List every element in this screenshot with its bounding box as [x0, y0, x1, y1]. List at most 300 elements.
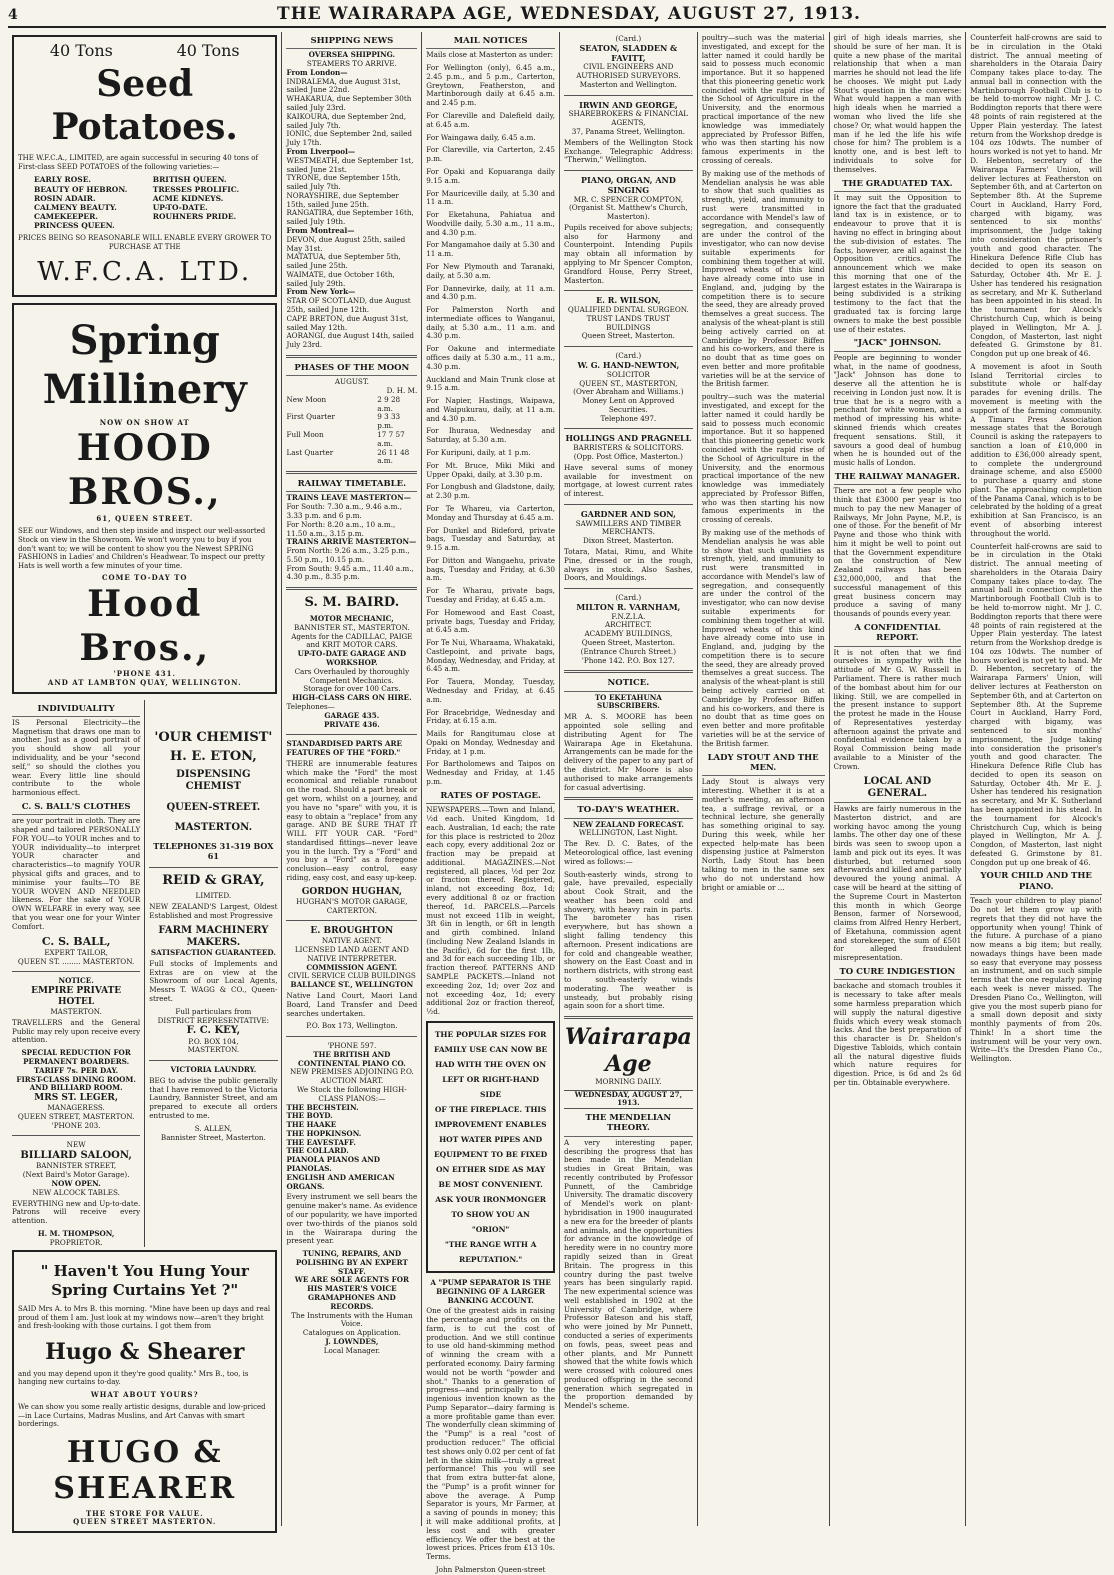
- london-head: From London—: [286, 67, 348, 77]
- millinery-come: COME TO-DAY TO: [101, 573, 188, 583]
- reid-gray-box: P.O. BOX 104,: [188, 1036, 239, 1046]
- moon-phase: New Moon: [286, 394, 327, 404]
- card-addr: (Opp. Post Office, Masterton.): [573, 452, 683, 461]
- billiard-body: EVERYTHING new and Up-to-date. Patrons will receive every attention.: [12, 1198, 141, 1226]
- card-compton: [564, 176, 693, 285]
- piano-brand: PIANOLA PIANOS AND PIANOLAS.: [286, 1155, 381, 1174]
- local-title: LOCAL AND GENERAL.: [834, 776, 962, 803]
- hotel-addr: QUEEN STREET, MASTERTON.: [17, 1111, 135, 1121]
- column-ads-left: [8, 32, 282, 1526]
- chemist-street: QUEEN-STREET.: [166, 801, 261, 813]
- mail-item: For Clareville, via Carterton, 2.45 p.m.: [426, 145, 555, 164]
- pump-body: One of the greatest aids in raising the percentage and profits on the farm, is to cut the cost of production. And we still continue to use old hand-skimming method of winning the cream with a perforated economy. Dairy farming would not be worth "powder and shot." Thanks to a generation of progress—and principally to the ingenious invention known as the Pump Separator—dairy farming is a more profitable game than ever. The wonderfully clean skimming of the "Pump" is a real "cost of production reducer." The official test shows only 0.02 per cent of fat left in the skim milk—truly a great performance! This you will see that from extra butter-fat alone, the "Pump" is a profit winner for above the average. A Pump Separator is yours, Mr Farmer, at a saving of pounds in money; this it will make additional profits, at less cost and with greater efficiency. We offer the best at the lowest prices. Prices from £13 10s. Terms.: [426, 1306, 555, 1562]
- millinery-street: 61, QUEEN STREET.: [96, 513, 194, 523]
- seed-tons-right: 40 Tons: [176, 41, 240, 60]
- ship-entry: NORAYSHIRE, due September 15th, sailed June 25th.: [286, 190, 399, 209]
- card-name: E. R. WILSON,: [596, 295, 661, 306]
- railway-leave: TRAINS LEAVE MASTERTON—: [286, 493, 411, 503]
- card-role: PIANO, ORGAN, AND SINGING: [580, 175, 676, 195]
- hotel-owner: MRS ST. LEGER,: [34, 1093, 118, 1104]
- mail-item: For Homewood and East Coast, private bags, Tuesday and Friday, at 6.45 a.m.: [426, 607, 555, 635]
- ball-clothes-title: C. S. BALL'S CLOTHES: [12, 802, 140, 815]
- moon-time: 26 11 48 a.m.: [377, 447, 410, 466]
- seed-tons-left: 40 Tons: [49, 41, 113, 60]
- railway-from-south: From South: 9.45 a.m., 11.40 a.m., 4.30 p.m., 8.35 p.m.: [286, 563, 414, 582]
- mail-item: For New Plymouth and Taranaki, daily, at 5.30 a.m.: [426, 261, 555, 280]
- johnson-body: People are beginning to wonder what, in the name of goodness, "Jack" Johnson has done to deserve all the attention he is receiving in London just now. It is true that he is a negro with a penchant for white women, and a method of impressing his white-skinned friends which creates frequent sensations. Still, it savours a good deal of humbug when he is hounded out of the music halls of London.: [833, 352, 962, 468]
- card-body: Pupils received for above subjects; also for Harmony and Counterpoint. Intending Pupils may obtain all information by applying to Mr Spencer Compton, Grandford House, Perry Street, Masterton.: [563, 222, 693, 285]
- ford-name: GORDON HUGHAN,: [301, 886, 403, 897]
- hugo-body2: and you may depend upon it they're good quality." Mrs B., too, is hanging new curtains to-day.: [18, 1369, 249, 1387]
- moon-time: 17 7 57 a.m.: [377, 429, 405, 448]
- moon-phase: Full Moon: [286, 429, 324, 439]
- orion-line: FAMILY USE CAN NOW BE: [433, 1044, 548, 1054]
- orion-line: LEFT OR RIGHT-HAND SIDE: [442, 1074, 540, 1099]
- hotel-dining: FIRST-CLASS DINING ROOM.: [16, 1074, 136, 1084]
- card-phone: 'Phone 142.: [581, 655, 625, 665]
- card-over: (Over Abraham and Williams.): [573, 387, 684, 397]
- pump-sign: John Palmerston Queen-street: [435, 1564, 546, 1574]
- orion-line: BE MOST CONVENIENT.: [438, 1179, 543, 1189]
- hugo-addr: QUEEN STREET MASTERTON.: [73, 1517, 217, 1527]
- card-addr: Masterton and Wellington.: [579, 79, 677, 89]
- chemist-title: 'OUR CHEMIST': [154, 729, 273, 745]
- notice-body: MR A. S. MOORE has been appointed sole selling and distributing Agent for The Wairarapa Age in Eketahuna. Arrangements can be made for the delivery of the paper to any part of the district. Mr Moore is also authorised to make arrangements for casual advertising.: [563, 712, 693, 792]
- piano-child-title: YOUR CHILD AND THE PIANO.: [970, 871, 1102, 895]
- mail-item: For Dannevirke, daily, at 11 a.m. and 4.30 p.m.: [426, 283, 555, 302]
- hotel-billiard: AND BILLIARD ROOM.: [29, 1083, 123, 1093]
- orion-line: THE POPULAR SIZES FOR: [434, 1029, 547, 1039]
- ship-entry: TYRONE, due September 15th, sailed July 7th.: [286, 173, 401, 192]
- railway-title: RAILWAY TIMETABLE.: [286, 479, 417, 492]
- editorial-title: THE MENDELIAN THEORY.: [564, 1113, 693, 1137]
- ship-entry: AORANGI, due August 14th, sailed July 23rd.: [286, 331, 414, 350]
- variety: BEAUTY OF HEBRON.: [34, 184, 128, 194]
- col6-body-repeat: poultry—such was the material investigated, and except for the latter named it could hardly be said to possess much economic importance. But it so happened that this pioneering genetic work coincided with the rapid rise of the School of Agriculture in the University, and the enormous practical importance of the new knowledge was immediately appreciated by Professor Biffen, who was then starting his now famous experiments in the crossing of cereals.: [701, 392, 825, 525]
- card-name: W. G. HAND-NEWTON,: [577, 360, 680, 371]
- weather-title: TO-DAY'S WEATHER.: [564, 805, 693, 818]
- moon-title: PHASES OF THE MOON: [286, 363, 417, 376]
- mail-list: [426, 64, 555, 787]
- reid-gray-body2: Full stocks of Implements and Extras are on view at the Showroom of our Local Agents, Messrs T. WAGG & CO., Queen-street.: [149, 958, 278, 1003]
- ship-entry: INDRALEMA, due August 31st, sailed June 22nd.: [286, 76, 401, 95]
- card-tag: (Card.): [615, 34, 642, 43]
- card-gardner: [564, 510, 693, 583]
- mail-item: For Kuripuni, daily, at 1 p.m.: [426, 448, 531, 458]
- variety: CAMEKEEPER.: [34, 211, 98, 221]
- laundry-addr: Bannister Street, Masterton.: [160, 1132, 266, 1142]
- orion-ask: ASK YOUR IRONMONGER TO SHOW YOU AN "ORION": [435, 1194, 547, 1234]
- rates-title: RATES OF POSTAGE.: [426, 791, 555, 804]
- variety: EARLY ROSE.: [34, 175, 92, 185]
- billiard-next: (Next Baird's Motor Garage).: [22, 1170, 130, 1180]
- card-name: IRWIN AND GEORGE,: [579, 99, 678, 110]
- ship-entry: STAR OF SCOTLAND, due August 25th, sailed June 12th.: [286, 296, 411, 315]
- variety: UP-TO-DATE.: [152, 202, 208, 212]
- ball-sign3: QUEEN ST. ........ MASTERTON.: [17, 956, 135, 966]
- millinery-phone: 'PHONE 431.: [113, 669, 176, 679]
- notice-sub: TO EKETAHUNA SUBSCRIBERS.: [594, 692, 662, 711]
- conf-title: A CONFIDENTIAL REPORT.: [834, 623, 962, 647]
- ship-entry: IONIC, due September 2nd, sailed July 17th.: [286, 129, 413, 148]
- ship-entry: CAPE BRETON, due August 31st, sailed May 12th.: [286, 313, 409, 332]
- moon-time: 2 9 28 a.m.: [377, 394, 401, 413]
- piano-hmv: HIS MASTER'S VOICE GRAMAPHONES AND RECORDS.: [307, 1284, 397, 1311]
- baird-t2: PRIVATE 436.: [323, 719, 380, 729]
- masthead-title: THE WAIRARAPA AGE, WEDNESDAY, AUGUST 27, 1913.: [277, 4, 861, 24]
- card-addr: Queen Street, Masterton.: [581, 331, 675, 341]
- laundry-name: VICTORIA LAUNDRY.: [170, 1065, 257, 1075]
- col6-intro: poultry—such was the material investigated, and except for the latter named it could hardly be said to possess much economic importance. But it so happened that this pioneering genetic work coincided with the rapid rise of the School of Agriculture in the University, and the enormous practical importance of the new knowledge was immediately appreciated by Professor Biffen, who was then starting his now famous experiments in the crossing of cereals.: [701, 33, 825, 165]
- ship-entry: KAIKOURA, due September 2nd, sailed July 7th.: [286, 111, 407, 130]
- piano-sign: J. LOWNDES,: [325, 1336, 379, 1346]
- mail-item: For Ihuraua, Wednesday and Saturday, at 5.30 a.m.: [426, 426, 555, 445]
- billiard-tables: NEW ALCOCK TABLES.: [32, 1187, 120, 1197]
- card-hollings: [564, 434, 693, 498]
- ball-sign: C. S. BALL,: [41, 935, 111, 949]
- tax-body: It may suit the Opposition to ignore the fact that the graduated land tax is in existence, or to endeavour to prove that it is having no effect in bringing about the sub-division of estates. The facts, however, are all against the Opposition critics. The announcement which we make this morning that one of the largest estates in the Wairarapa is being subdivided is a striking testimony to the fact that the graduated tax is forcing large owners to make the best possible use of their estates.: [833, 192, 962, 334]
- card-wilson: [564, 296, 693, 341]
- millinery-subtitle: NOW ON SHOW AT: [99, 417, 190, 427]
- local-body: Hawks are fairly numerous in the Masterton district, and are working havoc among the young lambs. The other day one of these birds was seen to swoop upon a lamb and pick out its eyes. It was disturbed, but returned soon afterwards and killed and partially devoured the young animal. A case will be heard at the sitting of the Supreme Court in Masterton this month in which George Benson, farmer of Norsewood, claims from Alfred Henry Herbert, of Eketahuna, commission agent and storekeeper, the sum of £501 for alleged fraudulent misrepresentation.: [833, 803, 962, 963]
- mail-item: For Te Whareu, via Carterton, Monday and Thursday at 6.45 a.m.: [426, 503, 555, 522]
- mail-item: For Bracebridge, Wednesday and Friday, at 6.15 a.m.: [426, 707, 555, 726]
- moon-cols: D. H. M.: [386, 386, 418, 396]
- seed-title: Seed Potatoes.: [51, 62, 238, 149]
- mail-item: For Mauriceville daily, at 5.30 and 11 a.m.: [426, 188, 555, 207]
- piano-co-name: THE BRITISH AND CONTINENTAL PIANO CO.: [298, 1049, 406, 1068]
- ship-entry: DEVON, due August 25th, sailed May 31st.: [286, 234, 406, 253]
- ford-title: STANDARDISED PARTS ARE FEATURES OF THE "FORD.": [286, 739, 402, 758]
- piano-phone: 'PHONE 597.: [327, 1041, 377, 1051]
- ball-sign2: EXPERT TAILOR,: [44, 947, 108, 957]
- baird-t1: GARAGE 435.: [324, 710, 380, 720]
- mail-item: For Dunkel and Bideford, private bags, Tuesday and Saturday, at 9.15 a.m.: [426, 525, 555, 553]
- card-addr: Queen Street, Masterton.: [581, 638, 675, 647]
- baird-tel: Telephones—: [286, 701, 335, 711]
- column-local: [966, 32, 1106, 1526]
- small-ads-grid: [12, 700, 277, 1248]
- mail-item: For Mangamahoe daily at 5.30 and 11 a.m.: [426, 240, 555, 259]
- billiard-owner: H. M. THOMPSON,: [37, 1228, 115, 1238]
- mail-title: MAIL NOTICES: [426, 36, 555, 49]
- railway-south: For South: 7.30 a.m., 9.46 a.m., 3.33 p.m. and 6 p.m.: [286, 502, 402, 521]
- baird-storage: Storage for over 100 Cars.: [303, 684, 401, 694]
- seed-signature: W.F.C.A. LTD.: [37, 257, 253, 288]
- millinery-address: AND AT LAMBTON QUAY, WELLINGTON.: [47, 678, 242, 688]
- card-ent: (Entrance Church Street.): [580, 646, 677, 656]
- orion-range: "THE RANGE WITH A REPUTATION.": [444, 1239, 537, 1264]
- col7-intro: girl of high ideals marries, she should be sure of her man. It is quite a new phase of the marital relationship that when a man marries he should not lead the life he chooses. We might put Lady Stout's question in the converse: What would happen a man with high ideals when he married a woman who lived the life she chose? Or, what would happen the man if he led the life his wife chose for him? The problem is a knotty one, and is best left to individuals to solve for themselves.: [833, 33, 962, 174]
- card-role: BARRISTERS & SOLICITORS.: [573, 443, 684, 453]
- mail-item: For Tauera, Monday, Tuesday, Wednesday and Friday, at 6.45 a.m.: [426, 677, 555, 704]
- individuality-title: INDIVIDUALITY: [12, 704, 140, 717]
- orion-line: EQUIPMENT TO BE FIXED: [433, 1149, 548, 1159]
- broughton-comm: COMMISSION AGENT.: [306, 962, 398, 972]
- card-body: Have several sums of money available for investment on mortgage, at lowest current rates of interest.: [563, 462, 693, 499]
- baird-agents: Agents for the CADILLAC, PAIGE and KRIT MOTOR CARS.: [291, 631, 413, 650]
- conf-body: It is not often that we find ourselves in sympathy with the attitude of Mr G. W. Russell in Parliament. There is rather much of the bombast about him for our liking. Still, we are compelled in the present instance to support the protest he made in the House of Representatives yesterday afternoon against the private and confidential evidence taken by a Royal Commission being made available to a Minister of the Crown.: [833, 647, 962, 771]
- variety: ACME KIDNEYS.: [152, 193, 224, 203]
- ship-entry: WHAKARUA, due September 30th sailed July 23rd.: [286, 94, 412, 113]
- card-addr: 37, Panama Street, Wellington.: [571, 126, 686, 136]
- ship-entry: WAIMATE, due October 16th, sailed July 29th.: [286, 269, 395, 288]
- moon-row: [286, 431, 417, 449]
- ball-clothes-body: are your portrait in cloth. They are shaped and tailored PERSONALLY FOR YOU—to YOUR inches and to YOUR individuality—to interpret YOUR character and characteristics—to magnify YOUR physical gifts and graces, and to minimise your faults—TO BE YOUR WOVEN AND NEEDLED likeness. For the sake of YOUR OWN WELFARE in every way, see that you wear one for your Winter Comfort.: [12, 816, 141, 931]
- hugo-shearer-ad: [12, 1250, 277, 1532]
- hotel-body: TRAVELLERS and the General Public may rely upon receive every attention.: [12, 1017, 141, 1045]
- card-cred: F.N.Z.I.A.: [611, 611, 646, 621]
- mail-item: For Longbush and Gladstone, daily, at 2.30 p.m.: [426, 482, 555, 501]
- broughton-lic: LICENSED LAND AGENT AND NATIVE INTERPRETER.: [294, 945, 409, 963]
- column-mail: [422, 32, 560, 1574]
- piano-tuning: TUNING, REPAIRS, AND POLISHING BY AN EXPERT STAFF.: [295, 1249, 408, 1276]
- card-name: MR. C. SPENCER COMPTON,: [573, 194, 683, 204]
- tax-title: THE GRADUATED TAX.: [834, 179, 962, 192]
- pump-title: A "PUMP SEPARATOR IS THE BEGINNING OF A LARGER BANKING ACCOUNT.: [430, 1277, 551, 1305]
- hotel-town: MASTERTON.: [50, 1007, 102, 1017]
- ny-head: From New York—: [286, 287, 356, 297]
- reid-gray-from: Full particulars from: [175, 1006, 252, 1016]
- col6-body-repeat2: By making use of the methods of Mendelian analysis he was able to show that such qualities as strength, yield, and immunity to rust were transmitted in accordance with Mendel's law of segregation, and consequently are under the control of the investigator, who can now devise suitable experiments for combining them together at will. Improved wheats of this kind have already come into use in England, and, judging by the competition there is to secure the seed, they are already proved themselves a great success. The analysis of the wheat-plant is still being actively carried on at Cambridge by Professor Biffen and his co-workers, and there is no doubt that as time goes on even better and more profitable varieties will be at the service of the British farmer.: [701, 527, 825, 748]
- piano-agents: WE ARE SOLE AGENTS FOR: [294, 1275, 409, 1285]
- variety: ROUHNERS PRIDE.: [152, 211, 237, 221]
- card-role: SHAREBROKERS & FINANCIAL AGENTS,: [568, 109, 689, 128]
- ship-entry: RANGATIRA, due September 16th, sailed July 19th.: [286, 208, 414, 227]
- card-seaton: [564, 35, 693, 90]
- col8-body: Counterfeit half-crowns are said to be in circulation in the Otaki district. The annual meeting of shareholders in the Otaraia Dairy Company takes place to-day. The annual ball in connection with the Martinborough Football Club is to be held to-morrow night. Mr J. C. Boddington reports that there were 48 points of rain registered at the Upper Plain yesterday. The latest return from the Workshop dredge is 104 ozs 10dwts. The number of hours worked is not yet to hand. Mr D. Hebenton, secretary of the Wairarapa Farmers' Union, will deliver lectures at Featherston on September 6th, and at Carterton on September 8th. At the Supreme Court in Auckland, Harry Ford, charged with bigamy, was sentenced to six months' imprisonment, the Judge taking into consideration the prisoner's youth and good character. The Hinekura Defence Rifle Club has decided to open its season on Saturday, October 4th. Mr E. J. Usher has tendered his resignation as secretary, and Mr K. Sutherland has been appointed in his stead. In the tournament for Alcock's Christchurch Cup, which is being played in Wellington, Mr A. J. Congdon, of Masterton, last night defeated G. Grimstone by 81. Congdon put up one break of 46.: [970, 33, 1102, 359]
- editorial-paper-name: Wairarapa Age: [564, 1024, 692, 1077]
- masthead: [8, 4, 1106, 28]
- indigestion-title: TO CURE INDIGESTION: [834, 967, 962, 980]
- seed-varieties: [18, 175, 271, 230]
- reid-gray-guarantee: SATISFACTION GUARANTEED.: [150, 948, 276, 958]
- ads-left-sub: [12, 700, 140, 1248]
- reid-gray-agent: F. C. KEY,: [186, 1025, 241, 1037]
- variety: ROSIN ADAIR.: [34, 193, 96, 203]
- orion-range-ad: [426, 1021, 555, 1273]
- rail-title: THE RAILWAY MANAGER.: [834, 472, 962, 485]
- reid-gray-ltd: LIMITED.: [195, 891, 232, 901]
- hotel-notice: NOTICE.: [58, 976, 94, 986]
- card-name: MILTON R. VARNHAM,: [576, 601, 681, 612]
- hotel-name: EMPIRE PRIVATE HOTEL: [31, 986, 122, 1008]
- card-role: SAWMILLERS AND TIMBER MERCHANTS.: [575, 518, 681, 537]
- railway-arrive: TRAINS ARRIVE MASTERTON—: [286, 537, 417, 547]
- notice-title: NOTICE.: [564, 678, 693, 691]
- hugo-tag: THE STORE FOR VALUE.: [85, 1508, 204, 1518]
- piano-child-body: Teach your children to play piano! Do not let them grow up with regrets that they did not have the opportunity when young! Think of the future. A purchase of a piano now means a big item; but really, nowadays things have been made so easy that everyone may possess an instrument, and on such simple terms that the one regularly paying each week is never missed. The Dresden Piano Co., Wellington, will give you the most superb piano for a small down deposit and sixty monthly payments of from 20s. Think! In a short time the instrument will be your very own. Write—It's the Dresden Piano Co., Wellington.: [970, 896, 1102, 1064]
- card-body: Totara, Matai, Rimu, and White Pine, dressed or in the rough, always in stock. Also Sashes, Doors, and Mouldings.: [563, 547, 693, 583]
- moon-phase: Last Quarter: [286, 447, 334, 457]
- mail-item: For Clareville and Dalefield daily, at 6.45 a.m.: [426, 111, 555, 129]
- page-number: 4: [8, 7, 18, 23]
- moon-time: 9 3 33 p.m.: [377, 412, 401, 431]
- card-addr: Dixon Street, Masterton.: [583, 536, 674, 546]
- column-shipping: [282, 32, 422, 1526]
- billiard-name: BILLIARD SALOON,: [20, 1150, 132, 1162]
- piano-instr: The Instruments with the Human Voice.: [291, 1310, 413, 1329]
- seed-potatoes-ad: [12, 35, 277, 297]
- card-tag: (Card.): [615, 351, 642, 361]
- card-org: (Organist St. Matthew's Church, Masterton).: [568, 203, 688, 222]
- billiard-street: BANNISTER STREET,: [36, 1161, 117, 1171]
- card-role: SOLICITOR: [606, 369, 650, 379]
- mail-item: For Ditton and Wangaehu, private bags, Tuesday and Friday, at 6.30 a.m.: [426, 555, 555, 583]
- piano-brand: THE EAVESTAFF.: [286, 1137, 356, 1147]
- col8-body3: Counterfeit half-crowns are said to be in circulation in the Otaki district. The annual meeting of shareholders in the Otaraia Dairy Company takes place to-day. The annual ball in connection with the Martinborough Football Club is to be held to-morrow night. Mr J. C. Boddington reports that there were 48 points of rain registered at the Upper Plain yesterday. The latest return from the Workshop dredge is 104 ozs 10dwts. The number of hours worked is not yet to hand. Mr D. Hebenton, secretary of the Wairarapa Farmers' Union, will deliver lectures at Featherston on September 6th, and at Carterton on September 8th. At the Supreme Court in Auckland, Harry Ford, charged with bigamy, was sentenced to six months' imprisonment, the Judge taking into consideration the prisoner's youth and good character. The Hinekura Defence Rifle Club has decided to open its season on Saturday, October 4th. Mr E. J. Usher has tendered his resignation as secretary, and Mr K. Sutherland has been appointed in his stead. In the tournament for Alcock's Christchurch Cup, which is being played in Wellington, Mr A. J. Congdon, of Masterton, last night defeated G. Grimstone by 81. Congdon put up one break of 46.: [970, 541, 1102, 867]
- laundry-sign: S. ALLEN,: [194, 1123, 233, 1133]
- card-name: SEATON, SLADDEN & FAVITT,: [579, 42, 678, 63]
- moon-row: [286, 413, 417, 431]
- card-box: P.O. Box 127.: [627, 655, 675, 665]
- chemist-tel: TELEPHONES 31-319 BOX 61: [153, 841, 274, 861]
- col6-body: By making use of the methods of Mendelian analysis he was able to show that such qualities as strength, yield, and immunity to rust were transmitted in accordance with Mendel's law of segregation, and consequently are under the control of the investigator, who can now devise suitable experiments for combining them together at will. Improved wheats of this kind have already come into use in England, and, judging by the competition there is to secure the seed, they are already proved themselves a great success. The analysis of the wheat-plant is still being actively carried on at Cambridge by Professor Biffen and his co-workers, and there is no doubt that as time goes on even better and more profitable varieties will be at the service of the British farmer.: [701, 168, 825, 389]
- orion-line: HAD WITH THE OVEN ON: [435, 1059, 547, 1069]
- piano-brand: THE HAAKE: [286, 1120, 337, 1130]
- piano-body: Every instrument we sell bears the genuine maker's name. As evidence of our popularity, we have imported over two-thirds of the pianos sold in the Wairarapa during the present year.: [286, 1192, 418, 1246]
- moon-row: [286, 449, 417, 467]
- orion-line: IMPROVEMENT ENABLES: [434, 1119, 547, 1129]
- variety: CALMENY BEAUTY.: [34, 202, 117, 212]
- baird-garage: UP-TO-DATE GARAGE AND WORKSHOP.: [297, 649, 407, 668]
- mail-item: For Opaki and Kopuaranga daily 9.15 a.m.: [426, 166, 555, 185]
- editorial-body: A very interesting paper, describing the progress that has been made in the Mendelian studies in Great Britain, was recently contributed by Professor Punnett, of the Cambridge University. The dramatic discovery of Mendel's work on plant-hybridisation in 1900 inaugurated a new era for the breeder of plants and animals, and the opportunities for advance in the knowledge of heredity were in no country more rapidly seized than in Great Britain. The progress in this country during the past twelve years has been singularly rapid. The new experimental science was well established in 1902 at the University of Cambridge, where Professor Bateson and his staff, who were joined by Mr Punnett, conducted a series of experiments on fowls, peas, sweet peas and other plants, and Mr Punnett showed that the white fowls which were crossed with coloured ones produced offspring in the second generation which segregated in the proportion demanded by Mendel's scheme.: [563, 1137, 693, 1411]
- mail-item: For Palmerston North and intermediate offices to Wanganui, daily, at 5.30 a.m., 11 a.m. and 4.30 p.m.: [426, 305, 555, 341]
- moon-phase: First Quarter: [286, 412, 335, 422]
- hotel-special: SPECIAL REDUCTION FOR PERMANENT BOARDERS.: [21, 1048, 131, 1067]
- card-name: GARDNER AND SON,: [580, 508, 676, 519]
- variety: BRITISH QUEEN.: [152, 175, 227, 185]
- railway-north: For North: 8.20 a.m., 10 a.m., 11.50 a.m., 3.15 p.m.: [286, 519, 396, 538]
- card-role: ARCHITECT.: [604, 620, 652, 630]
- broughton-role: NATIVE AGENT.: [321, 936, 382, 946]
- seed-body: THE W.F.C.A., LIMITED, are again successful in securing 40 tons of First-class SEED POTATOES of the following varieties:—: [18, 154, 259, 171]
- baird-addr: BANNISTER ST., MASTERTON.: [294, 622, 410, 632]
- ford-garage: HUGHAN'S MOTOR GARAGE,: [296, 896, 408, 906]
- billiard-role: PROPRIETOR.: [49, 1237, 103, 1247]
- ship-entry: WESTMEATH, due September 1st, sailed June 21st.: [286, 155, 414, 174]
- piano-cat: Catalogues on Application.: [302, 1328, 401, 1338]
- rail-body: There are not a few people who think that £3000 per year is too much to pay the new Manager of Railways, Mr John Payne, M.P., is one of those. For the benefit of Mr Payne and those who think with him it might be well to point out that the Government expenditure on the construction of New Zealand railways has been £32,000,000, and that the successful management of this great business concern may produce a saving of many thousands of pounds every year.: [833, 486, 962, 619]
- ads-right-sub: [144, 700, 277, 1248]
- mail-item: For Te Wharau, private bags, Tuesday and Friday, at 6.45 a.m.: [426, 586, 555, 604]
- col8-body2: A movement is afoot in South Island Territorial circles to substitute whole or half-day parades for evening drills. The movement is meeting with the support of the farming community. A Timaru Press Association message states that the Borough Council is asking the ratepayers to sanction a loan of £10,000 in addition to £36,000 already spent, to complete the underground drainage scheme, and also £5000 to purchase a quarry and stone plant. The approaching completion of the Panama Canal, which is to be celebrated by the holding of a great exhibition at San Francisco, is an event of absorbing interest throughout the world.: [970, 361, 1102, 538]
- millinery-title: Spring Millinery: [42, 317, 247, 413]
- hugo-firm2: HUGO & SHEARER: [53, 1434, 237, 1507]
- chemist-name: H. E. ETON,: [169, 749, 257, 765]
- shipping-title: SHIPPING NEWS: [286, 36, 417, 49]
- ship-entry: MATATUA, due September 5th, sailed June 25th.: [286, 252, 401, 271]
- spring-millinery-ad: [12, 303, 277, 694]
- reid-gray-body: NEW ZEALAND'S Largest, Oldest Established and most Progressive: [149, 902, 278, 920]
- liverpool-head: From Liverpool—: [286, 146, 356, 156]
- editorial-date: WEDNESDAY, AUGUST 27, 1913.: [564, 1090, 693, 1110]
- individuality-body: IS Personal Electricity—the Magnetism that draws one man to another. Just as a good portrait of you should show all your individuality, and be your "second self," so should the clothes you wear. Every little line should contribute to the whole harmonious effect.: [12, 717, 141, 798]
- hotel-tariff: TARIFF 7s. PER DAY.: [34, 1065, 119, 1075]
- railway-from-north: From North: 9.26 a.m., 3.25 p.m., 5.50 p.m., 10.15 p.m.: [286, 546, 410, 564]
- millinery-body: SEE our Windows, and then step inside and inspect our well-assorted Stock on view in the Showroom. We won't worry you to buy if you don't want to; we will be content to show you the Newest SPRING FASHIONS in Ladies' and Children's Headwear. To inspect our pretty Hats is well worth a few minutes of your time.: [18, 527, 266, 570]
- mail-item: For Waingawa daily, 6.45 a.m.: [426, 132, 536, 142]
- broughton-civil: CIVIL SERVICE CLUB BUILDINGS: [287, 971, 416, 981]
- johnson-title: "JACK" JOHNSON.: [834, 338, 962, 351]
- piano-brand: THE BECHSTEIN.: [286, 1102, 359, 1112]
- weather-body: South-easterly winds, strong to gale, have prevailed, especially about Cook Strait, and the weather has been cold and showery, with heavy rain in parts. The barometer has risen everywhere, but has shown a slight falling tendency this afternoon. Present indications are for cold and changeable weather, showery on the East Coast and in northern districts, with strong east to south-easterly winds moderating. The weather is unsteady, but probably rising again soon for a short time.: [563, 869, 693, 1011]
- indigestion-body: backache and stomach troubles it is necessary to take after meals some harmless preparation which will supply the natural digestive fluids which every weak stomach lacks. And the best preparation of this character is Dr. Sheldon's Digestive Tabloids, which contain all the natural digestive fluids which nature requires for digestion. Price, is 6d and 2s 6d per tin. Obtainable everywhere.: [833, 981, 962, 1087]
- rates-body: NEWSPAPERS.—Town and Inland, ½d each. United Kingdom, 1d each. Australian, 1d each; the rate for this place is restricted to 20oz each copy, every additional 2oz or fraction may be prepaid at additional. MAGAZINES.—Not registered, all places, ½d per 2oz or fraction thereof. Registered, inland, not exceeding 8oz, 1d; every additional 8 oz or fraction thereof, 1d. PARCELS.—Parcels must not exceed 11lb in weight, 3ft 6in in length, or 6ft in length and girth combined. Inland (including New Zealand Islands in the Pacific), 6d for the first 1lb, and 3d for each succeeding 1lb, or fraction thereof. PATTERNS AND SAMPLE PACKETS.—Inland not exceeding 2oz, 1d; over 2oz and not exceeding 4oz, 1d; every additional 2oz or fraction thereof, ½d.: [426, 805, 555, 1017]
- mail-item: Mails for Rangitumau close at Opaki on Monday, Wednesday and Friday, at 1 p.m.: [426, 729, 555, 756]
- hugo-body: SAID Mrs A. to Mrs B. this morning. "Mine have been up days and real proud of them I am. Just look at my windows now—aren't they bright and fresh-looking with those curtains. I got them from: [18, 1305, 271, 1331]
- card-building: TRUST LANDS TRUST BUILDINGS: [586, 313, 671, 332]
- mail-item: For Wellington (only), 6.45 a.m., 2.45 p.m., and 5 p.m., Carterton, Greytown, Featherston, and Martinborough daily at 6.45 a.m. and 2.45 p.m.: [426, 63, 555, 108]
- column-editorial: [698, 32, 830, 1526]
- orion-line: ON EITHER SIDE AS MAY: [436, 1164, 546, 1174]
- ford-town: CARTERTON.: [326, 905, 377, 915]
- baird-overhauled: Cars Overhauled by thoroughly Competent Mechanics.: [294, 666, 410, 685]
- shipping-sub: OVERSEA SHIPPING.: [308, 50, 396, 60]
- millinery-firm: HOOD BROS.,: [67, 427, 222, 514]
- reid-gray-rep: DISTRICT REPRESENTATIVE:: [157, 1015, 270, 1025]
- broughton-box: P.O. Box 173, Wellington.: [306, 1021, 398, 1031]
- seed-prices: PRICES BEING SO REASONABLE WILL ENABLE EVERY GROWER TO PURCHASE AT THE: [18, 234, 272, 251]
- card-tel: Telephone 497.: [600, 413, 657, 423]
- stout-body: Lady Stout is always very interesting. Whether it is at a mother's meeting, an afternoon tea, a suffrage revival, or a technical lecture, she generally has something original to say. During this week, while her expected help-mate has been dispensing justice at Palmerston North, Lady Stout has been talking to men in the same sex who do not understand how bright or amiable or ...: [701, 777, 825, 892]
- hugo-firm: Hugo & Shearer: [45, 1338, 245, 1365]
- card-building: ACADEMY BUILDINGS,: [584, 629, 673, 639]
- chemist-role: DISPENSING CHEMIST: [176, 769, 251, 793]
- piano-stock: We Stock the following HIGH-CLASS PIANOS:—: [297, 1085, 407, 1103]
- hugo-quote: " Haven't You Hung Your Spring Curtains Yet ?": [40, 1262, 249, 1299]
- baird-hire: HIGH-CLASS CARS ON HIRE.: [292, 693, 412, 703]
- mail-item: Auckland and Main Trunk close at 9.15 a.m.: [426, 374, 555, 393]
- chemist-town: MASTERTON.: [174, 821, 253, 833]
- hugo-body3: We can show you some really artistic designs, durable and low-priced—in Lace Curtains, Madras Muslins, and Art Canvas with smart borderings.: [18, 1403, 266, 1429]
- reid-gray-name: REID & GRAY,: [162, 872, 265, 888]
- baird-name: S. M. BAIRD.: [304, 595, 400, 611]
- moon-row: [286, 396, 417, 414]
- montreal-head: From Montreal—: [286, 225, 355, 235]
- editorial-sub: MORNING DAILY.: [595, 1076, 662, 1086]
- broughton-street: BALLANCE ST., WELLINGTON: [290, 980, 414, 990]
- weather-sub: NEW ZEALAND FORECAST.: [572, 819, 684, 829]
- mail-item: For Bartholomews and Taipos on Wednesday and Friday, at 1.45 p.m.: [426, 759, 555, 787]
- broughton-body: Native Land Court, Maori Land Board, Land Transfer and Deed searches undertaken.: [286, 990, 418, 1018]
- mail-intro: Mails close at Masterton as under:: [426, 50, 554, 60]
- column-articles: [830, 32, 967, 1526]
- laundry-body: BEG to advise the public generally that I have removed to the Victoria Laundry, Bannister Street, and am prepared to execute all orders entrusted to me.: [149, 1075, 278, 1120]
- reid-gray-farm: FARM MACHINERY MAKERS.: [158, 924, 269, 948]
- broughton-name: E. BROUGHTON: [310, 926, 394, 937]
- piano-brand: THE COLLARD.: [286, 1146, 349, 1156]
- mail-item: For Eketahuna, Pahiatua and Woodville daily, 5.30 a.m., 11 a.m., and 4.30 p.m.: [426, 210, 555, 237]
- piano-brand: ENGLISH AND AMERICAN ORGANS.: [286, 1172, 395, 1191]
- mail-item: For Napier, Hastings, Waipawa, and Waipukurau, daily, at 11 a.m. and 4.30 p.m.: [426, 396, 555, 423]
- card-name: HOLLINGS AND PRAGNELL: [565, 433, 692, 444]
- hotel-role: MANAGERESS.: [47, 1103, 105, 1113]
- card-varnham: [564, 594, 693, 665]
- piano-premises: NEW PREMISES ADJOINING P.O. AUCTION MART.: [290, 1067, 414, 1086]
- ford-body: THERE are innumerable features which make the "Ford" the most economical and reliable runabout on the road. Should a part break or get worn, whilst on a journey, and you have no "spare" with you, it is easy to obtain a "replace" from any garage. AND BE SURE THAT IT WILL FIT YOUR CAR. "Ford" standardised fittings—never leave you in the lurch. Try a "Ford" and you buy a "Ford" as a foregone conclusion—easy control, easy riding, easy cost, and easy up-keep.: [286, 758, 418, 882]
- card-hand-newton: [564, 352, 693, 423]
- mail-item: For Mt. Bruce, Miki Miki and Upper Opaki, daily, at 3.30 p.m.: [426, 460, 555, 479]
- orion-line: HOT WATER PIPES AND: [439, 1134, 543, 1144]
- orion-line: OF THE FIREPLACE. THIS: [434, 1104, 547, 1114]
- hugo-what: WHAT ABOUT YOURS?: [90, 1389, 199, 1399]
- stout-title: LADY STOUT AND THE MEN.: [702, 753, 825, 777]
- card-role: QUALIFIED DENTAL SURGEON.: [567, 305, 689, 315]
- mail-item: For Oakune and intermediate offices daily at 5.30 a.m., 11 a.m., 4.30 p.m.: [426, 344, 555, 371]
- piano-role: Local Manager.: [323, 1345, 381, 1355]
